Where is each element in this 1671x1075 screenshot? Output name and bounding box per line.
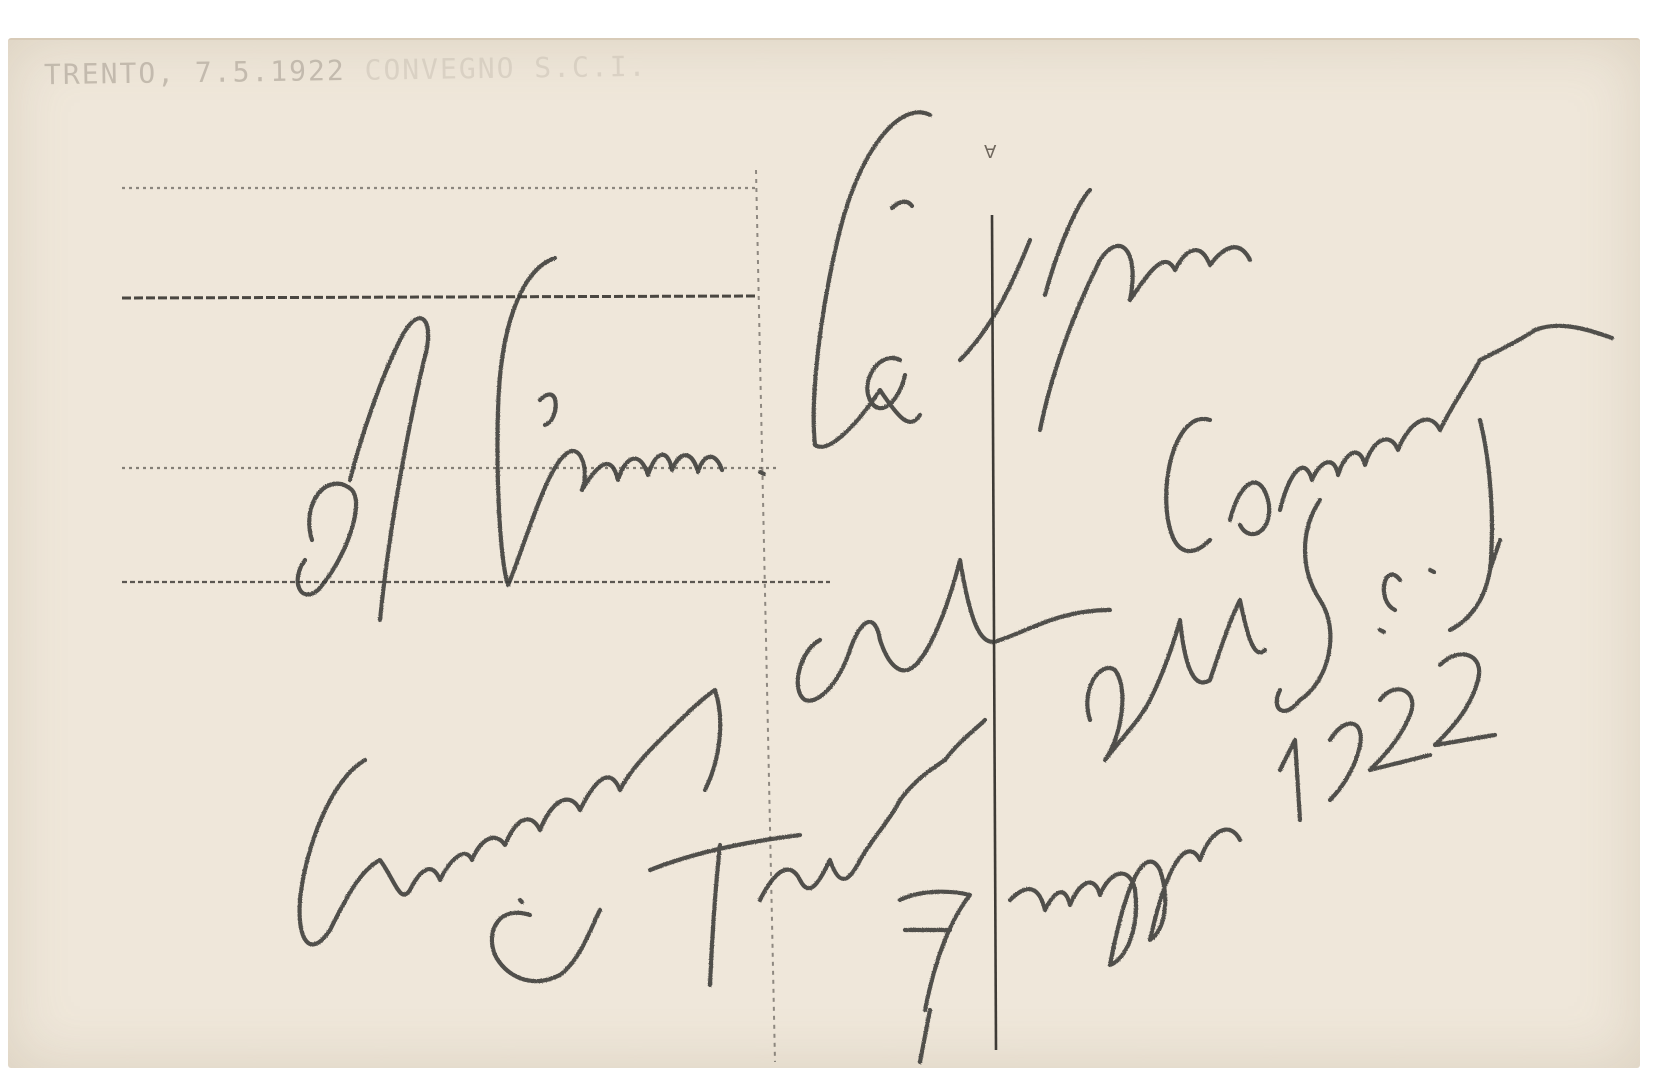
stamp-faded-text: CONVEGNO S.C.I. <box>364 49 648 87</box>
stamp-date: TRENTO, 7.5.1922 <box>43 54 346 92</box>
word-di <box>492 900 600 981</box>
address-line-2 <box>122 296 755 298</box>
word-trento <box>650 720 985 985</box>
center-divider <box>992 215 996 1050</box>
orientation-mark: A <box>984 140 997 161</box>
word-del <box>798 560 1110 701</box>
word-convegno <box>1166 326 1612 551</box>
pencil-inscription <box>298 112 1612 1062</box>
address-lines <box>122 188 830 582</box>
word-della <box>1087 600 1265 760</box>
word-sci <box>1277 420 1500 711</box>
divider-lines <box>756 170 996 1062</box>
word-comm <box>497 258 764 585</box>
word-casini <box>814 112 1250 446</box>
accent-mark <box>892 202 912 208</box>
word-1922 <box>1280 654 1495 820</box>
word-7 <box>900 892 970 1062</box>
word-maggio <box>1010 830 1240 965</box>
left-divider <box>756 170 775 1062</box>
word-ricordo <box>300 690 721 944</box>
